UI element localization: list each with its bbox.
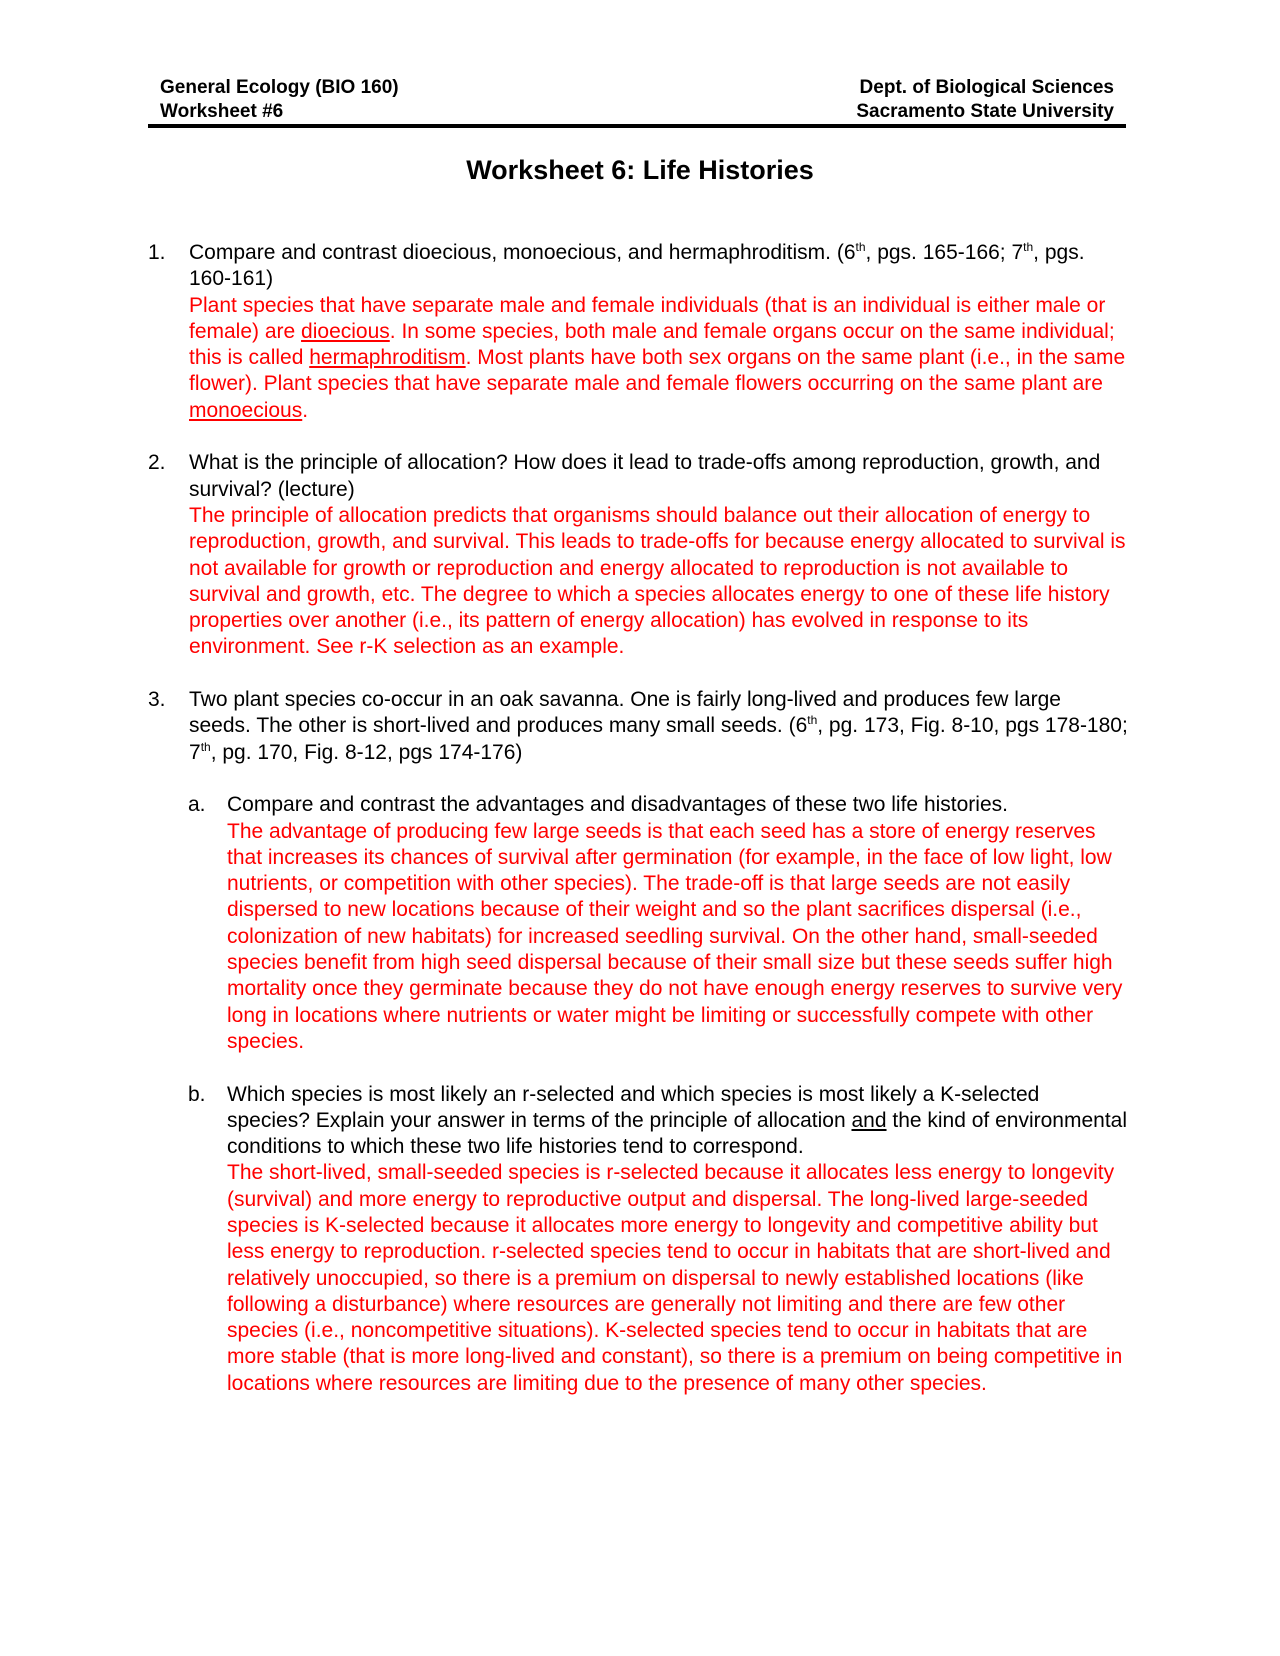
question-3a: [148, 792, 1128, 1055]
header-right: [856, 76, 1114, 124]
question-2: [148, 450, 1128, 660]
question-text-part: Compare and contrast dioecious, monoecious, and hermaphroditism. (6: [189, 241, 856, 264]
answer-text: The advantage of producing few large seeds is that each seed has a store of energy reserves that increases its chances of survival after germination (for example, in the face of low light, low nutrients, or competition with other species). The trade-off is that large seeds are not easily dispersed to new locations because of their weight and so the plant sacrifices dispersal (i.e., colonization of new habitats) for increased seedling survival. On the other hand, small-seeded species benefit from high seed dispersal because of their small size but these seeds suffer high mortality once they germinate because they do not have enough energy reserves to survive very long in locations where nutrients or water might be limiting or successfully compete with other species.: [227, 819, 1123, 1053]
header-rule: [148, 124, 1126, 128]
answer-text-part: Plant species that have separate male and female individuals (that is an individual is either male or female) are: [189, 293, 1106, 343]
question-text: What is the principle of allocation? How does it lead to trade-offs among reproduction, growth, and survival? (lecture): [189, 451, 1101, 501]
answer-text-part: . In some species, both male and female organs occur on the same individual; this is called: [189, 319, 1115, 370]
emphasized-and: and: [851, 1108, 887, 1132]
worksheet-body: [148, 240, 1128, 1397]
answer-text: The short-lived, small-seeded species is r-selected because it allocates less energy to longevity (survival) and more energy to reproductive output and dispersal. The long-lived large-seeded species is K-selected because it allocates more energy to longevity and competitive ability but less energy to reproduction. r-selected species tend to occur in habitats that are short-lived and relatively unoccupied, so there is a premium on dispersal to newly established locations (like following a disturbance) where resources are generally not limiting and there are few other species (i.e., noncompetitive situations). K-selected species tend to occur in habitats that are more stable (that is more long-lived and constant), so there is a premium on being competitive in locations where resources are limiting due to the presence of many other species.: [227, 1161, 1123, 1395]
subquestion-text-part: Which species is most likely an r-selected and which species is most likely a K-selected species? Explain your answer in terms of the principle of allocation: [227, 1082, 1040, 1132]
question-text-part: , pg. 173, Fig. 8-10, pgs 178-180; 7: [189, 714, 1128, 764]
question-number: 3.: [148, 688, 166, 712]
ordinal-suffix: th: [807, 713, 818, 728]
answer-text: [189, 293, 1128, 424]
term-hermaphroditism: hermaphroditism: [309, 346, 466, 370]
question-text-part: , pgs. 165-166; 7: [865, 241, 1024, 264]
question-number: 1.: [148, 241, 166, 264]
answer-text-part: .: [302, 398, 309, 422]
ordinal-suffix: th: [855, 240, 866, 254]
university-name: Sacramento State University: [856, 101, 1114, 122]
ordinal-suffix: th: [1023, 240, 1034, 254]
subquestion-letter: a.: [188, 793, 206, 817]
term-monoecious: monoecious: [189, 398, 303, 422]
question-3b: [148, 1082, 1128, 1398]
question-text-part: Two plant species co-occur in an oak savanna. One is fairly long-lived and produces few large seeds. The other is short-lived and produces many small seeds. (6: [189, 688, 1061, 738]
worksheet-number: Worksheet #6: [160, 101, 284, 122]
answer-text-part: . Most plants have both sex organs on the same plant (i.e., in the same flower). Plant species that have separate male and female flowers occurring on the same plant are: [189, 346, 1126, 396]
question-number: 2.: [148, 451, 166, 475]
page-title: Worksheet 6: Life Histories: [466, 155, 814, 185]
question-3: [148, 687, 1128, 766]
question-1: [148, 240, 1128, 424]
subquestion-letter: b.: [188, 1082, 206, 1106]
header-left: [160, 76, 399, 124]
term-dioecious: dioecious: [301, 319, 390, 343]
subquestion-text: Compare and contrast the advantages and disadvantages of these two life histories.: [227, 793, 1008, 817]
question-text-part: , pgs. 160-161): [189, 241, 1085, 291]
question-text: [189, 240, 1128, 293]
question-text: [189, 687, 1128, 766]
department-name: Dept. of Biological Sciences: [859, 77, 1114, 98]
answer-text: The principle of allocation predicts that organisms should balance out their allocation of energy to reproduction, growth, and survival. This leads to trade-offs for because energy allocated to survival is not available for growth or reproduction and energy allocated to reproduction is not available to survival and growth, etc. The degree to which a species allocates energy to one of these life history properties over another (i.e., its pattern of energy allocation) has evolved in response to its environment. See r-K selection as an example.: [189, 503, 1126, 659]
question-text-part: , pg. 170, Fig. 8-12, pgs 174-176): [210, 740, 523, 764]
ordinal-suffix: th: [200, 739, 211, 754]
course-name: General Ecology (BIO 160): [160, 77, 399, 98]
subquestion-text-part: the kind of environmental conditions to which these two life histories tend to correspond.: [227, 1108, 1128, 1159]
subquestion-text: [227, 1082, 1128, 1161]
